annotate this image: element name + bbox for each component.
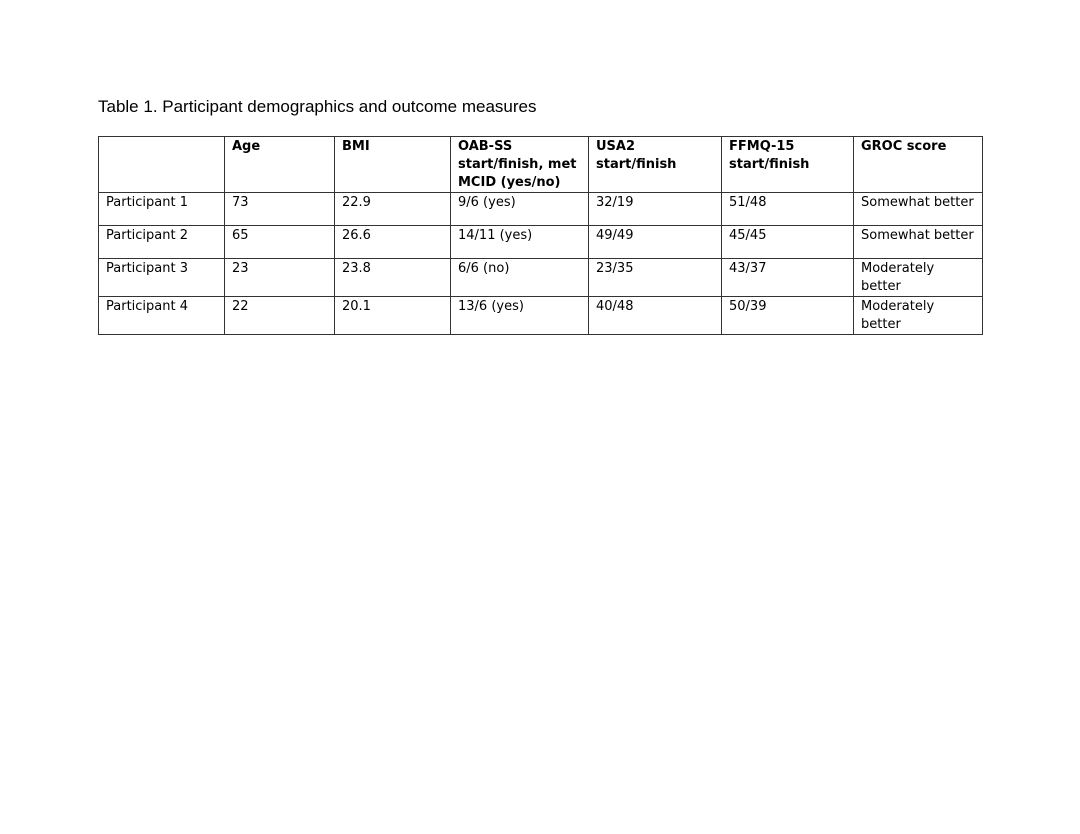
table-row [99,193,983,226]
header-cell-ffmq-15: FFMQ-15 start/finish [722,137,854,193]
participant-table [98,136,983,335]
table-cell-participant: Participant 2 [99,226,225,259]
header-cell-blank [99,137,225,193]
table-cell-usa2: 40/48 [589,297,722,335]
table-cell-participant: Participant 4 [99,297,225,335]
table-row [99,297,983,335]
table-row [99,259,983,297]
table-cell-usa2: 49/49 [589,226,722,259]
table-cell-bmi: 23.8 [335,259,451,297]
table-cell-ffmq-15: 43/37 [722,259,854,297]
table-row [99,226,983,259]
table-cell-ffmq-15: 45/45 [722,226,854,259]
table-cell-participant: Participant 1 [99,193,225,226]
header-cell-oab-ss: OAB-SS start/finish, met MCID (yes/no) [451,137,589,193]
table-cell-ffmq-15: 50/39 [722,297,854,335]
table-cell-groc-score: Somewhat better [854,226,983,259]
table-cell-age: 73 [225,193,335,226]
table-cell-usa2: 23/35 [589,259,722,297]
table-cell-bmi: 22.9 [335,193,451,226]
table-header-row [99,137,983,193]
table-cell-bmi: 26.6 [335,226,451,259]
header-cell-usa2: USA2 start/finish [589,137,722,193]
table-cell-age: 23 [225,259,335,297]
table-cell-groc-score: Somewhat better [854,193,983,226]
header-cell-bmi: BMI [335,137,451,193]
table-cell-ffmq-15: 51/48 [722,193,854,226]
table-cell-groc-score: Moderately better [854,297,983,335]
table-cell-oab-ss: 13/6 (yes) [451,297,589,335]
table-caption: Table 1. Participant demographics and outcome measures [98,97,537,116]
table-cell-participant: Participant 3 [99,259,225,297]
header-cell-groc-score: GROC score [854,137,983,193]
header-cell-age: Age [225,137,335,193]
table-cell-bmi: 20.1 [335,297,451,335]
table-cell-age: 65 [225,226,335,259]
table-cell-usa2: 32/19 [589,193,722,226]
table-cell-oab-ss: 14/11 (yes) [451,226,589,259]
table-cell-age: 22 [225,297,335,335]
table-cell-oab-ss: 6/6 (no) [451,259,589,297]
table-cell-oab-ss: 9/6 (yes) [451,193,589,226]
table-cell-groc-score: Moderately better [854,259,983,297]
